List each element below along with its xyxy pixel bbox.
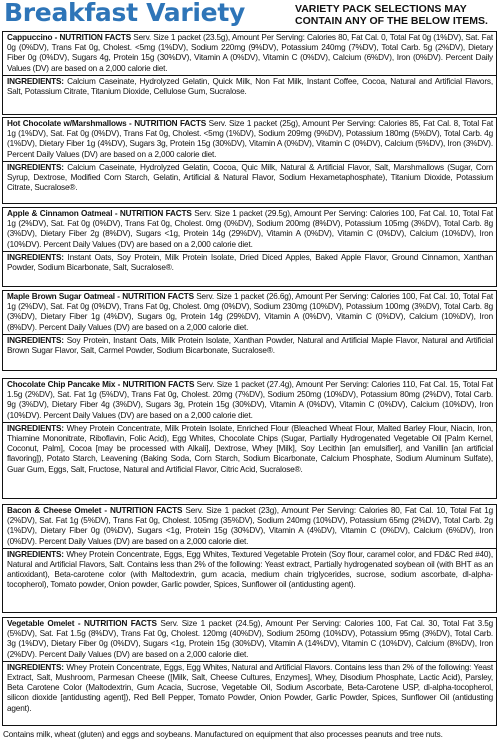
facts-label: NUTRITION FACTS [122, 380, 195, 389]
nutrition-facts: Hot Chocolate w/Marshmallows - NUTRITION FACTS Serv. Size 1 packet (25g), Amount Per Serving: Calories 85, Fat Cal. 8, Total Fat 1g (1%DV), Sat. Fat 0g (0%DV), Trans Fat 0g, Cholest. <5mg (1%DV), Sodium 209mg (9%DV), Potassium 180mg (5%DV), Total Carb. 4g (1%DV), Dietary Fiber 1g (4%DV), Sugars 3g, Protein 15g (30%DV), Vitamin A (0%DV), Vitamin C (0%DV), Calcium (5%DV), Iron (3%DV). Percent Daily Values (DV) are based on a 2,000 calorie diet. [7, 119, 494, 159]
nutrition-facts: Cappuccino - NUTRITION FACTS Serv. Size 1 packet (23.5g), Amount Per Serving: Calories 80, Fat Cal. 0, Total Fat 0g (1%DV), Sat. Fat 0g (0%DV), Trans Fat 0g, Cholest. <5mg (1%DV), Sodium 220mg (9%DV), Potassium 240mg (7%DV), Total Carb. 5g (2%DV), Dietary Fiber 0g (0%DV), Sugars 4g, Protein 15g (30%DV), Vitamin A (0%DV), Vitamin C (0%DV), Calcium (6%DV), Iron (0%DV). Percent Daily Values (DV) are based on a 2,000 calorie diet. [7, 33, 494, 73]
ingredients [3, 161, 496, 195]
ingredients-text: Soy Protein, Instant Oats, Milk Protein Isolate, Xanthan Powder, Natural and Artificial Maple Flavor, Natural and Artificial Brown Sugar Flavor, Salt, Carmel Powder, Sodium Bicarbonate, Sucralose®. [7, 335, 494, 356]
ingredients-label: INGREDIENTS: [7, 549, 64, 559]
product-name: Apple & Cinnamon Oatmeal [7, 209, 113, 218]
product-name: Hot Chocolate w/Marshmallows [7, 119, 127, 128]
ingredients-text: Whey Protein Concentrate, Eggs, Egg Whites, Textured Vegetable Protein (Soy flour, caramel color, and FD&C Red #40), Natural and Artificial Flavors, Salt. Contains less than 2% of the following: Yeast extract, Partially hydrogenated soybean oil (with BHT as an antioxidant), Beta-carotene color (with Maltodextrin, gum acacia, medium chain triglycerides, sucrose, sodium ascorbate, dl-alpha-tocopherol), Tomato powder, Onion powder, Garlic powder, Spices, Sunflower oil (antidusting agent). [7, 549, 493, 590]
ingredients-text: Calcium Caseinate, Hydrolyzed Gelatin, Cocoa, Quic Milk, Natural & Artificial Flavor, Salt, Marshmallows (Sugar, Corn Syrup, Dextrose, Modified Corn Starch, Gelatin, Artificial & Natural Flavor, Sodium Hexametaphosphate), Titanium Dioxide, Potassium Citrate, Sucralose®. [7, 162, 494, 193]
nutrition-facts: Bacon & Cheese Omelet - NUTRITION FACTS Serv. Size 1 packet (23g), Amount Per Serving: Calories 80, Fat Cal. 10, Total Fat 1g (2%DV), Sat. Fat 1g (5%DV), Trans Fat 0g, Cholest. 105mg (35%DV), Sodium 240mg (10%DV), Potassium 65mg (2%DV), Total Carb. 2g (1%DV), Dietary Fiber 0g (0%DV), Sugars <1g, Protein 15g (30%DV), Vitamin A (4%DV), Vitamin C (0%DV), Calcium (6%DV), Iron (0%DV). Percent Daily Values (DV) are based on a 2,000 calorie diet. [7, 506, 494, 546]
nutrition-facts: Apple & Cinnamon Oatmeal - NUTRITION FACTS Serv. Size 1 packet (29.5g), Amount Per Serving: Calories 100, Fat Cal. 10, Total Fat 1g (2%DV), Sat. Fat 0g (0%DV), Trans Fat 0g, Cholest. 0mg (0%DV), Sodium 200mg (8%DV), Potassium 105mg (3%DV), Total Carb. 8g (3%DV), Dietary Fiber 2g (8%DV), Sugars <1g, Protein 14g (29%DV), Vitamin A (0%DV), Vitamin C (0%DV), Calcium (10%DV), Iron (10%DV). Percent Daily Values (DV) are based on a 2,000 calorie diet. [7, 209, 494, 249]
ingredients [3, 422, 496, 476]
page-title: Breakfast Variety [4, 0, 245, 27]
ingredients [3, 661, 496, 715]
facts-label: NUTRITION FACTS [122, 292, 194, 301]
facts-text: Serv. Size 1 packet (25g), Amount Per Serving: Calories 85, Fat Cal. 8, Total Fat 1g (1%DV), Sat. Fat 0g (0%DV), Trans Fat 0g, Cholest. <5mg (1%DV), Sodium 209mg (9%DV), Potassium 180mg (5%DV), Total Carb. 4g (1%DV), Dietary Fiber 1g (4%DV), Sugars 3g, Protein 15g (30%DV), Vitamin A (0%DV), Vitamin C (0%DV), Calcium (5%DV), Iron (3%DV). Percent Daily Values (DV) are based on a 2,000 calorie diet. [7, 119, 494, 159]
product-name: Maple Brown Sugar Oatmeal [7, 292, 115, 301]
ingredients-label: INGREDIENTS: [7, 162, 64, 172]
product-panel-chocolate-chip-pancake [2, 378, 497, 499]
ingredients [3, 75, 496, 98]
ingredients-label: INGREDIENTS: [7, 335, 64, 345]
facts-text: Serv. Size 1 packet (26.6g), Amount Per Serving: Calories 100, Fat Cal. 10, Total Fat 1g (2%DV), Sat. Fat 0g (0%DV), Trans Fat 0g, Cholest. 0mg (0%DV), Sodium 230mg (10%DV), Potassium 100mg (3%DV), Total Carb. 8g (3%DV), Dietary Fiber 1g (4%DV), Sugars 0g, Protein 14g (29%DV), Vitamin A (0%DV), Vitamin C (0%DV), Calcium (10%DV), Iron (8%DV). Percent Daily Values (DV) are based on a 2,000 calorie diet. [7, 292, 494, 332]
ingredients-label: INGREDIENTS: [7, 662, 64, 672]
nutrition-facts: Maple Brown Sugar Oatmeal - NUTRITION FACTS Serv. Size 1 packet (26.6g), Amount Per Serving: Calories 100, Fat Cal. 10, Total Fat 1g (2%DV), Sat. Fat 0g (0%DV), Trans Fat 0g, Cholest. 0mg (0%DV), Sodium 230mg (10%DV), Potassium 100mg (3%DV), Total Carb. 8g (3%DV), Dietary Fiber 1g (4%DV), Sugars 0g, Protein 14g (29%DV), Vitamin A (0%DV), Vitamin C (0%DV), Calcium (10%DV), Iron (8%DV). Percent Daily Values (DV) are based on a 2,000 calorie diet. [7, 292, 494, 332]
ingredients-text: Instant Oats, Soy Protein, Milk Protein Isolate, Dried Diced Apples, Baked Apple Flavor, Ground Cinnamon, Xanthan Powder, Sodium Bicarbonate, Salt, Sucralose®. [7, 252, 493, 273]
product-panel-vegetable-omelet [2, 617, 497, 726]
facts-label: NUTRITION FACTS [83, 619, 157, 628]
nutrition-facts: Vegetable Omelet - NUTRITION FACTS Serv. Size 1 packet (24.5g), Amount Per Serving: Calories 100, Fat Cal. 30, Total Fat 3.5g (5%DV), Sat. Fat 1.5g (8%DV), Trans Fat 0g, Cholest. 120mg (40%DV), Sodium 250mg (10%DV), Potassium 95mg (3%DV), Total Carb. 3g (1%DV), Dietary Fiber 0g (0%DV), Sugars <1g, Protein 15g (30%DV), Vitamin A (14%DV), Vitamin C (10%DV), Calcium (8%DV), Iron (2%DV). Percent Daily Values (DV) are based on a 2,000 calorie diet. [7, 619, 494, 659]
product-name: Chocolate Chip Pancake Mix [7, 380, 116, 389]
facts-text: Serv. Size 1 packet (23.5g), Amount Per Serving: Calories 80, Fat Cal. 0, Total Fat 0g (1%DV), Sat. Fat 0g (0%DV), Trans Fat 0g, Cholest. <5mg (1%DV), Sodium 220mg (9%DV), Potassium 240mg (7%DV), Total Carb. 5g (2%DV), Dietary Fiber 0g (0%DV), Sugars 4g, Protein 15g (30%DV), Vitamin A (0%DV), Vitamin C (0%DV), Calcium (6%DV), Iron (0%DV). Percent Daily Values (DV) are based on a 2,000 calorie diet. [7, 33, 494, 73]
nutrition-facts: Chocolate Chip Pancake Mix - NUTRITION FACTS Serv. Size 1 packet (27.4g), Amount Per Serving: Calories 110, Fat Cal. 15, Total Fat 1.5g (2%DV), Sat. Fat 1g (5%DV), Trans Fat 0g, Cholest. 20mg (7%DV), Sodium 250mg (10%DV), Potassium 80mg (2%DV), Total Carb. 9g (3%DV), Dietary Fiber 4g (3%DV), Sugars 3g, Protein 15g (30%DV), Vitamin A (0%DV), Vitamin C (0%DV), Calcium (10%DV), Iron (10%DV). Percent Daily Values (DV) are based on a 2,000 calorie diet. [7, 380, 494, 420]
facts-text: Serv. Size 1 packet (27.4g), Amount Per Serving: Calories 110, Fat Cal. 15, Total Fat 1.5g (2%DV), Sat. Fat 1g (5%DV), Trans Fat 0g, Cholest. 20mg (7%DV), Sodium 250mg (10%DV), Potassium 80mg (2%DV), Total Carb. 9g (3%DV), Dietary Fiber 4g (3%DV), Sugars 3g, Protein 15g (30%DV), Vitamin A (0%DV), Vitamin C (0%DV), Calcium (10%DV), Iron (10%DV). Percent Daily Values (DV) are based on a 2,000 calorie diet. [7, 380, 494, 420]
ingredients-label: INGREDIENTS: [7, 252, 64, 262]
allergen-footer: Contains milk, wheat (gluten) and eggs and soybeans. Manufactured on equipment that also processes peanuts and tree nuts. [3, 730, 443, 739]
ingredients-text: Calcium Caseinate, Hydrolyzed Gelatin, Quick Milk, Non Fat Milk, Instant Coffee, Cocoa, Natural and Artificial Flavors, Salt, Potassium Citrate, Titanium Dioxide, Cellulose Gum, Sucralose. [7, 76, 493, 97]
ingredients [3, 251, 496, 274]
facts-label: NUTRITION FACTS [119, 209, 192, 218]
ingredients-text: Whey Protein Concentrate, Milk Protein Isolate, Enriched Flour (Bleached Wheat Flour, Malted Barley Flour, Niacin, Iron, Thiamine Mononitrate, Riboflavin, Folic Acid), Egg Whites, Chocolate Chips (Sugar, Partially Hydrogenated Vegetable Oil [Palm Kernel, Coconut, Palm], Cocoa [may be processed with Alkali], Dextrose, Whey [Milk], Soy Lecithin [an emulsifier], and Vanillin [an artificial flavoring]), Potato Starch, Leavening (Baking Soda, Corn Starch, Sodium Bicarbonate, Calcium Phosphate, Sodium Aluminum Sulfate), Guar Gum, Eggs, Salt, Fructose, Natural and Artificial Flavor, Citric Acid, Sucralose®. [7, 423, 494, 474]
facts-text: Serv. Size 1 packet (24.5g), Amount Per Serving: Calories 100, Fat Cal. 30, Total Fat 3.5g (5%DV), Sat. Fat 1.5g (8%DV), Trans Fat 0g, Cholest. 120mg (40%DV), Sodium 250mg (10%DV), Potassium 95mg (3%DV), Total Carb. 3g (1%DV), Dietary Fiber 0g (0%DV), Sugars <1g, Protein 15g (30%DV), Vitamin A (14%DV), Vitamin C (10%DV), Calcium (8%DV), Iron (2%DV). Percent Daily Values (DV) are based on a 2,000 calorie diet. [7, 619, 494, 659]
facts-label: NUTRITION FACTS [134, 119, 207, 128]
facts-label: NUTRITION FACTS [59, 33, 132, 42]
product-panel-hot-chocolate [2, 117, 497, 204]
variety-notice: VARIETY PACK SELECTIONS MAY CONTAIN ANY OF THE BELOW ITEMS. [295, 3, 488, 27]
product-name: Vegetable Omelet [7, 619, 75, 628]
product-panel-maple-brown-sugar-oatmeal [2, 290, 497, 371]
ingredients-label: INGREDIENTS: [7, 76, 64, 86]
ingredients [3, 548, 496, 592]
product-panel-apple-cinnamon-oatmeal [2, 207, 497, 287]
ingredients-label: INGREDIENTS: [7, 423, 64, 433]
product-panel-bacon-cheese-omelet [2, 504, 497, 613]
product-name: Bacon & Cheese Omelet [7, 506, 102, 515]
facts-text: Serv. Size 1 packet (29.5g), Amount Per Serving: Calories 100, Fat Cal. 10, Total Fat 1g (2%DV), Sat. Fat 0g (0%DV), Trans Fat 0g, Cholest. 0mg (0%DV), Sodium 200mg (8%DV), Potassium 105mg (3%DV), Total Carb. 8g (3%DV), Dietary Fiber 2g (8%DV), Sugars <1g, Protein 14g (29%DV), Vitamin A (0%DV), Vitamin C (0%DV), Calcium (10%DV), Iron (10%DV). Percent Daily Values (DV) are based on a 2,000 calorie diet. [7, 209, 494, 249]
ingredients-text: Whey Protein Concentrate, Eggs, Egg Whites, Natural and Artificial Flavors. Contains less than 2% of the following: Yeast Extract, Salt, Mushroom, Parmesan Cheese ([Milk, Salt, Cheese Cultures, Enzymes], Whey, Disodium Phosphate, Lactic Acid), Parsley, Beta Carotene Color (Maltodextrin, Gum Acacia, Sucrose, Vegetable Oil, Sodium Ascorbate, Beta-Carotene USP, dl-alpha-tocopherol, silicon dioxide [antidusting agent]), Red Bell Pepper, Tomato Powder, Onion Powder, Garlic Powder, Spices, Sunflower Oil (antidusting agent). [7, 662, 493, 713]
facts-label: NUTRITION FACTS [109, 506, 183, 515]
facts-text: Serv. Size 1 packet (23g), Amount Per Serving: Calories 80, Fat Cal. 10, Total Fat 1g (2%DV), Sat. Fat 1g (5%DV), Trans Fat 0g, Cholest. 105mg (35%DV), Sodium 240mg (10%DV), Potassium 65mg (2%DV), Total Carb. 2g (1%DV), Dietary Fiber 0g (0%DV), Sugars <1g, Protein 15g (30%DV), Vitamin A (4%DV), Vitamin C (0%DV), Calcium (6%DV), Iron (0%DV). Percent Daily Values (DV) are based on a 2,000 calorie diet. [7, 506, 494, 546]
product-name: Cappuccino [7, 33, 53, 42]
product-panel-cappuccino [2, 31, 497, 115]
ingredients [3, 334, 496, 357]
